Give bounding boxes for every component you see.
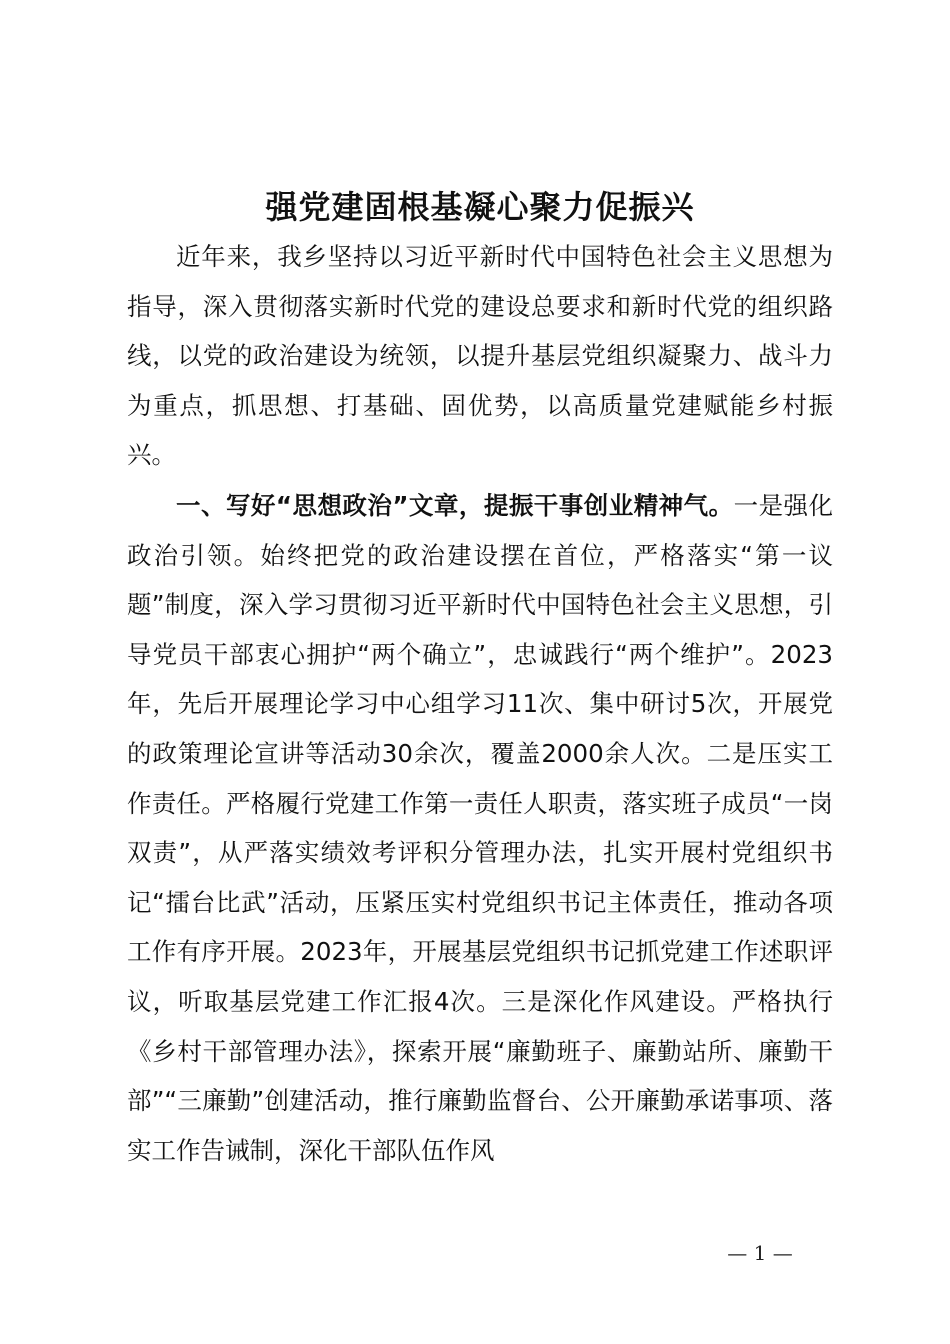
intro-paragraph [127, 232, 833, 480]
section-one-paragraph [127, 481, 833, 1175]
intro-paragraph-text: 近年来，我乡坚持以习近平新时代中国特色社会主义思想为指导，深入贯彻落实新时代党的建设总要求和新时代党的组织路线，以党的政治建设为统领，以提升基层党组织凝聚力、战斗力为重点，抓思想、打基础、固优势，以高质量党建赋能乡村振兴。 [127, 242, 833, 470]
section-one-body: 一是强化政治引领。始终把党的政治建设摆在首位，严格落实“第一议题”制度，深入学习贯彻习近平新时代中国特色社会主义思想，引导党员干部衷心拥护“两个确立”，忠诚践行“两个维护”。2023年，先后开展理论学习中心组学习11次、集中研讨5次，开展党的政策理论宣讲等活动30余次，覆盖2000余人次。二是压实工作责任。严格履行党建工作第一责任人职责，落实班子成员“一岗双责”，从严落实绩效考评积分管理办法，扎实开展村党组织书记“擂台比武”活动，压紧压实村党组织书记主体责任，推动各项工作有序开展。2023年，开展基层党组织书记抓党建工作述职评议，听取基层党建工作汇报4次。三是深化作风建设。严格执行《乡村干部管理办法》，探索开展“廉勤班子、廉勤站所、廉勤干部”“三廉勤”创建活动，推行廉勤监督台、公开廉勤承诺事项、落实工作告诫制，深化干部队伍作风 [127, 491, 834, 1165]
section-one-heading: 一、写好“思想政治”文章，提振干事创业精神气。 [176, 491, 734, 520]
page-number: — 1 — [727, 1241, 793, 1265]
document-title: 强党建固根基凝心聚力促振兴 [265, 188, 695, 226]
